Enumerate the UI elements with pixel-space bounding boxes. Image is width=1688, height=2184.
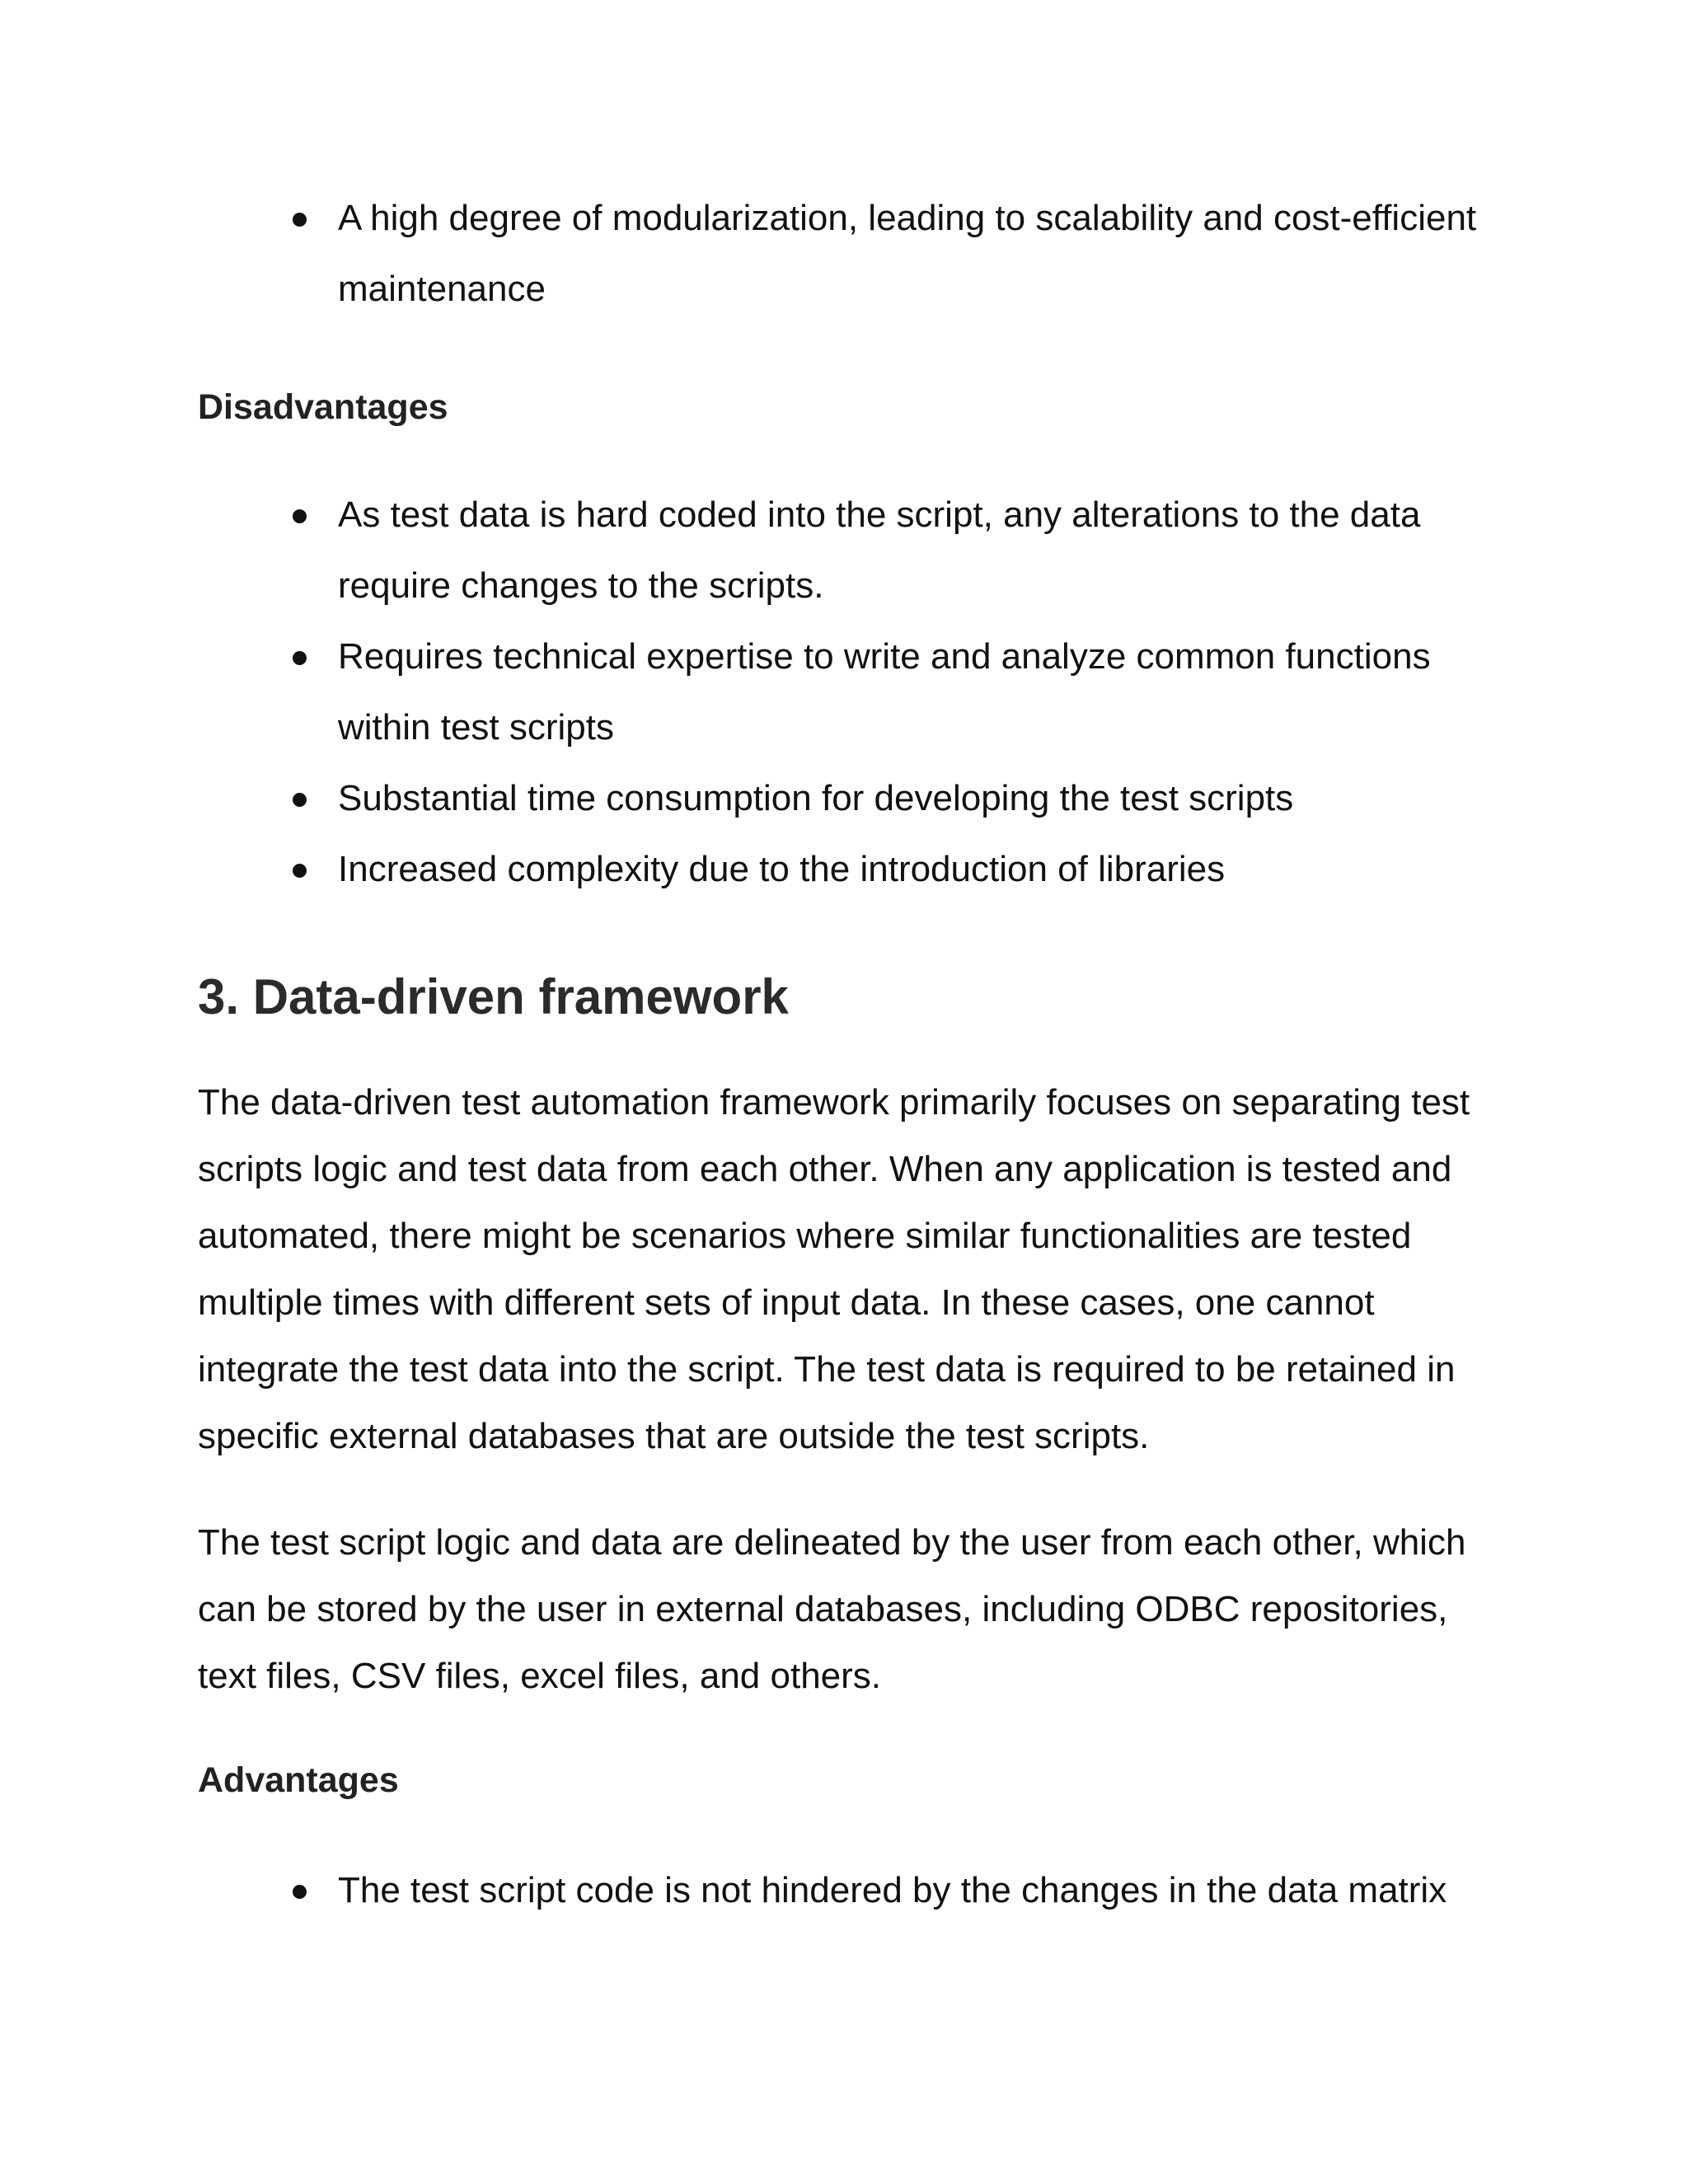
list-item: [0, 621, 1517, 763]
disadvantages-heading: Disadvantages: [198, 387, 448, 427]
list-item-text: Increased complexity due to the introduction of libraries: [338, 849, 1226, 889]
list-item-text: As test data is hard coded into the script, any alterations to the data require changes to the scripts.: [338, 494, 1421, 606]
bullet-icon: [293, 793, 307, 807]
bullet-icon: [293, 509, 307, 523]
section-heading: 3. Data-driven framework: [198, 969, 789, 1024]
list-item: [0, 834, 1517, 905]
list-item: [0, 1855, 1517, 1926]
bullet-icon: [293, 651, 307, 665]
list-item-text: A high degree of modularization, leading to scalability and cost-efficient maintenance: [338, 198, 1477, 309]
advantages-heading: Advantages: [198, 1760, 399, 1800]
paragraph: The test script logic and data are delineated by the user from each other, which can be stored by the user in external databases, including ODBC repositories, text files, CSV files, excel files, and others.: [198, 1522, 1466, 1696]
list-item: [0, 763, 1517, 834]
disadvantages-list: [0, 480, 1688, 905]
bullet-icon: [293, 864, 307, 878]
list-item-text: Substantial time consumption for developing the test scripts: [338, 778, 1294, 818]
top-bullet-list: [0, 183, 1688, 325]
advantages-list: [0, 1855, 1688, 1926]
list-item: [0, 480, 1517, 621]
paragraph: The data-driven test automation framework primarily focuses on separating test scripts logic and test data from each other. When any application is tested and automated, there might be scenarios where similar functionalities are tested multiple times with different sets of input data. In these cases, one cannot integrate the test data into the script. The test data is required to be retained in specific external databases that are outside the test scripts.: [198, 1082, 1470, 1456]
list-item: [0, 183, 1517, 325]
bullet-icon: [293, 213, 307, 227]
list-item-text: The test script code is not hindered by the changes in the data matrix: [338, 1870, 1447, 1910]
bullet-icon: [293, 1885, 307, 1899]
list-item-text: Requires technical expertise to write and analyze common functions within test scripts: [338, 636, 1431, 748]
